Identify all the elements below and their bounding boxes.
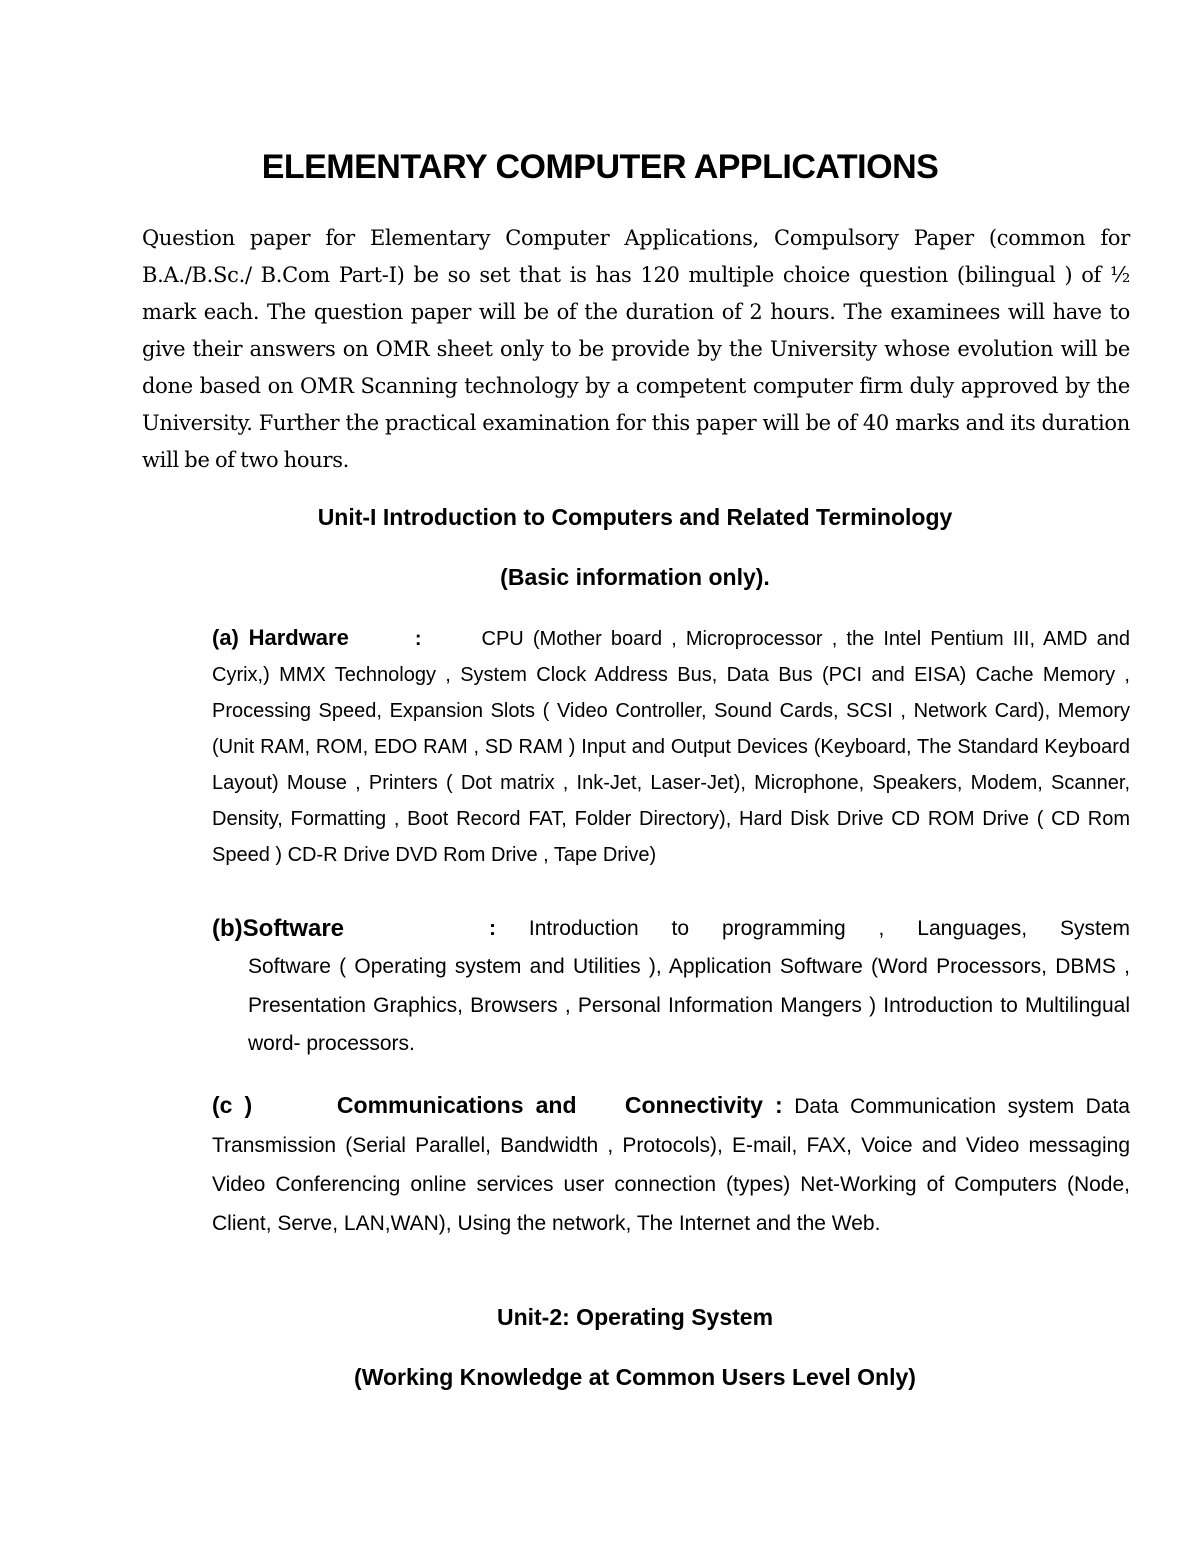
hardware-section xyxy=(212,620,1130,873)
software-word: Introduction xyxy=(528,917,639,940)
software-word: Languages, xyxy=(917,917,1028,940)
unit1-heading: Unit-I Introduction to Computers and Related Terminology xyxy=(317,504,953,530)
software-first-line xyxy=(212,910,1130,948)
software-label-group xyxy=(212,910,496,948)
communications-text: Data Communication system Data Transmission (Serial Parallel, Bandwidth , Protocols), E-mail, FAX, Voice and Video messaging Video Conferencing online services user connection (types) Net-Working of Computers (Node, Client, Serve, LAN,WAN), Using the network, The Internet and the Web. xyxy=(212,1095,1130,1235)
unit2-subheading: (Working Knowledge at Common Users Level Only) xyxy=(354,1364,916,1390)
software-label: (b)Software xyxy=(212,915,344,942)
communications-label: (c ) Communications and Connectivity : xyxy=(212,1092,783,1118)
software-word: System xyxy=(1059,917,1130,940)
software-word: , xyxy=(878,917,885,940)
document-title: ELEMENTARY COMPUTER APPLICATIONS xyxy=(261,148,939,186)
software-colon: : xyxy=(489,917,496,940)
unit1-subheading: (Basic information only). xyxy=(500,564,770,590)
unit2-heading: Unit-2: Operating System xyxy=(496,1304,774,1330)
software-text: Software ( Operating system and Utilities ), Application Software (Word Processors, DBMS , Presentation Graphics, Browsers , Personal Information Mangers ) Introduction to Multilingual word- processors. xyxy=(248,955,1130,1055)
intro-paragraph: Question paper for Elementary Computer Applications, Compulsory Paper (common for B.A./B.Sc./ B.Com Part-I) be so set that is has 120 multiple choice question (bilingual ) of ½ mark each. The question paper will be of the duration of 2 hours. The examinees will have to give their answers on OMR sheet only to be provide by the University whose evolution will be done based on OMR Scanning technology by a competent computer firm duly approved by the University. Further the practical examination for this paper will be of 40 marks and its duration will be of two hours. xyxy=(142,226,1130,472)
hardware-label: (a) Hardware xyxy=(212,625,349,650)
communications-section xyxy=(212,1086,1130,1243)
software-word: programming xyxy=(721,917,846,940)
software-word: to xyxy=(671,917,690,940)
hardware-text: CPU (Mother board , Microprocessor , the Intel Pentium III, AMD and Cyrix,) MMX Technology , System Clock Address Bus, Data Bus (PCI and EISA) Cache Memory , Processing Speed, Expansion Slots ( Video Controller, Sound Cards, SCSI , Network Card), Memory (Unit RAM, ROM, EDO RAM , SD RAM ) Input and Output Devices (Keyboard, The Standard Keyboard Layout) Mouse , Printers ( Dot matrix , Ink-Jet, Laser-Jet), Microphone, Speakers, Modem, Scanner, Density, Formatting , Boot Record FAT, Folder Directory), Hard Disk Drive CD ROM Drive ( CD Rom Speed ) CD-R Drive DVD Rom Drive , Tape Drive) xyxy=(212,628,1130,866)
hardware-colon: : xyxy=(414,628,422,650)
